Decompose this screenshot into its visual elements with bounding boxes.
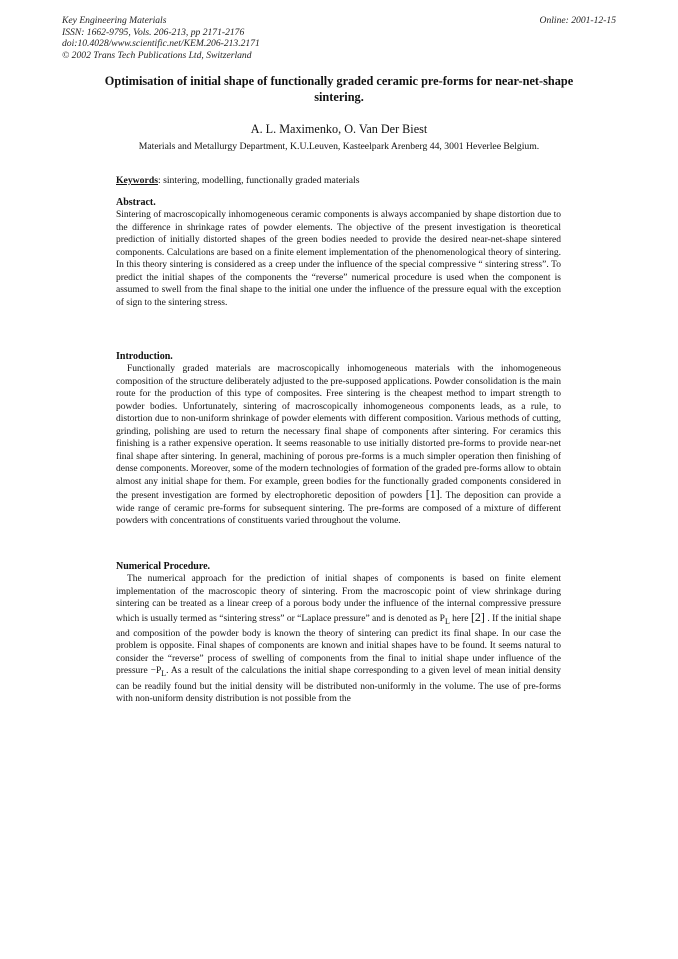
numerical-text-1: The numerical approach for the prediction of initial shapes of components is based on finite element implementation of the macroscopic theory of sintering. From the macroscopic point of view shrinkage during sintering can be treated as a linear creep of a porous body under the influence of the internal compressive pressure which is usually termed as “sintering stress” or “Laplace pressure” and is denoted as P <box>116 574 561 624</box>
paper-title: Optimisation of initial shape of functionally graded ceramic pre-forms for near-net-shape sintering. <box>104 74 574 104</box>
citation-1[interactable]: [1] <box>425 487 440 501</box>
abstract-section <box>116 197 561 309</box>
numerical-text-4: . As a result of the calculations the initial shape corresponding to a given level of mean initial density can be readily found but the initial density will be distributed non-uniformly in the volume. The use of pre-forms with non-uniform density distribution is not possible from the <box>116 666 562 705</box>
keywords-line <box>116 175 360 186</box>
numerical-text-2: here <box>449 613 469 624</box>
online-date: Online: 2001-12-15 <box>539 15 616 26</box>
introduction-section <box>116 351 561 528</box>
numerical-text-3: . If the initial shape and composition of the powder body is known the theory of sintering can predict its final shape. In our case the problem is opposite. Final shapes of components are known and initial shapes have to be found. It seems natural to consider the “reverse” process of swelling of components from the final to initial shape under influence of the pressure −P <box>116 613 562 677</box>
keywords-text: : sintering, modelling, functionally graded materials <box>157 175 360 186</box>
keywords-label: Keywords <box>116 175 158 186</box>
introduction-text-2: . The deposition can provide a wide range of ceramic pre-forms for subsequent sintering. The pre-forms are composed of a mixture of different powders with concentrations of constituents varied throughout the volume. <box>116 491 562 526</box>
subscript-l-1: L <box>444 616 450 626</box>
issn-line: ISSN: 1662-9795, Vols. 206-213, pp 2171-2176 <box>62 26 245 38</box>
introduction-heading: Introduction. <box>116 351 173 362</box>
numerical-paragraph <box>116 573 561 706</box>
introduction-paragraph <box>116 363 561 528</box>
journal-header <box>62 15 260 61</box>
subscript-l-2: L <box>161 669 167 679</box>
author-affiliation: Materials and Metallurgy Department, K.U.Leuven, Kasteelpark Arenberg 44, 3001 Heverlee Belgium. <box>138 141 540 152</box>
paper-authors: A. L. Maximenko, O. Van Der Biest <box>250 122 428 136</box>
numerical-procedure-section <box>116 561 561 706</box>
abstract-text: Sintering of macroscopically inhomogeneous ceramic components is always accompanied by shape distortion due to the difference in shrinkage rates of powder elements. The objective of the present investigation is theoretical prediction of initially distorted shapes of the green bodies needed to provide the desired near-net-shape sintered components. Calculations are based on a finite element implementation of the phenomenological theory of sintering. In this theory sintering is considered as a creep under the influence of the special compressive “ sintering stress”. To predict the initial shapes of the components the “reverse” numerical procedure is used when the component is assumed to swell from the final shape to the initial one under the influence of the pressure equal with the exception of sign to the sintering stress. <box>116 210 561 308</box>
abstract-heading: Abstract. <box>116 197 156 208</box>
numerical-heading: Numerical Procedure. <box>116 561 211 572</box>
journal-name: Key Engineering Materials <box>62 15 167 26</box>
introduction-text-1: Functionally graded materials are macroscopically inhomogeneous materials with the inhomogeneous composition of the structure deliberately adjusted to the pre-supposed applications. Powder consolidation is the main route for the production of this type of composites. Free sintering is the cheapest method to impart strength to powder bodies. Unfortunately, sintering of macroscopically inhomogeneous components leads, as a rule, to distortion due to non-uniform shrinkage of powder elements with different composition. Various methods of cutting, grinding, polishing are used to return the necessary final shape of components after sintering. For ceramics this finishing is a rather expensive operation. It seems reasonable to use initially distorted pre-forms to provide near-net final shape after sintering. In general, machining of porous pre-forms is a much simpler operation then finishing of dense components. Moreover, some of the modern technologies of formation of the graded pre-forms allow to obtain almost any initial shape for them. For example, green bodies for the functionally graded components considered in the present investigation are formed by electrophoretic deposition of powders <box>116 364 561 501</box>
citation-2[interactable]: [2] <box>470 609 485 624</box>
copyright-line: © 2002 Trans Tech Publications Ltd, Switzerland <box>62 49 252 61</box>
doi-line[interactable]: doi:10.4028/www.scientific.net/KEM.206-213.2171 <box>62 38 260 50</box>
